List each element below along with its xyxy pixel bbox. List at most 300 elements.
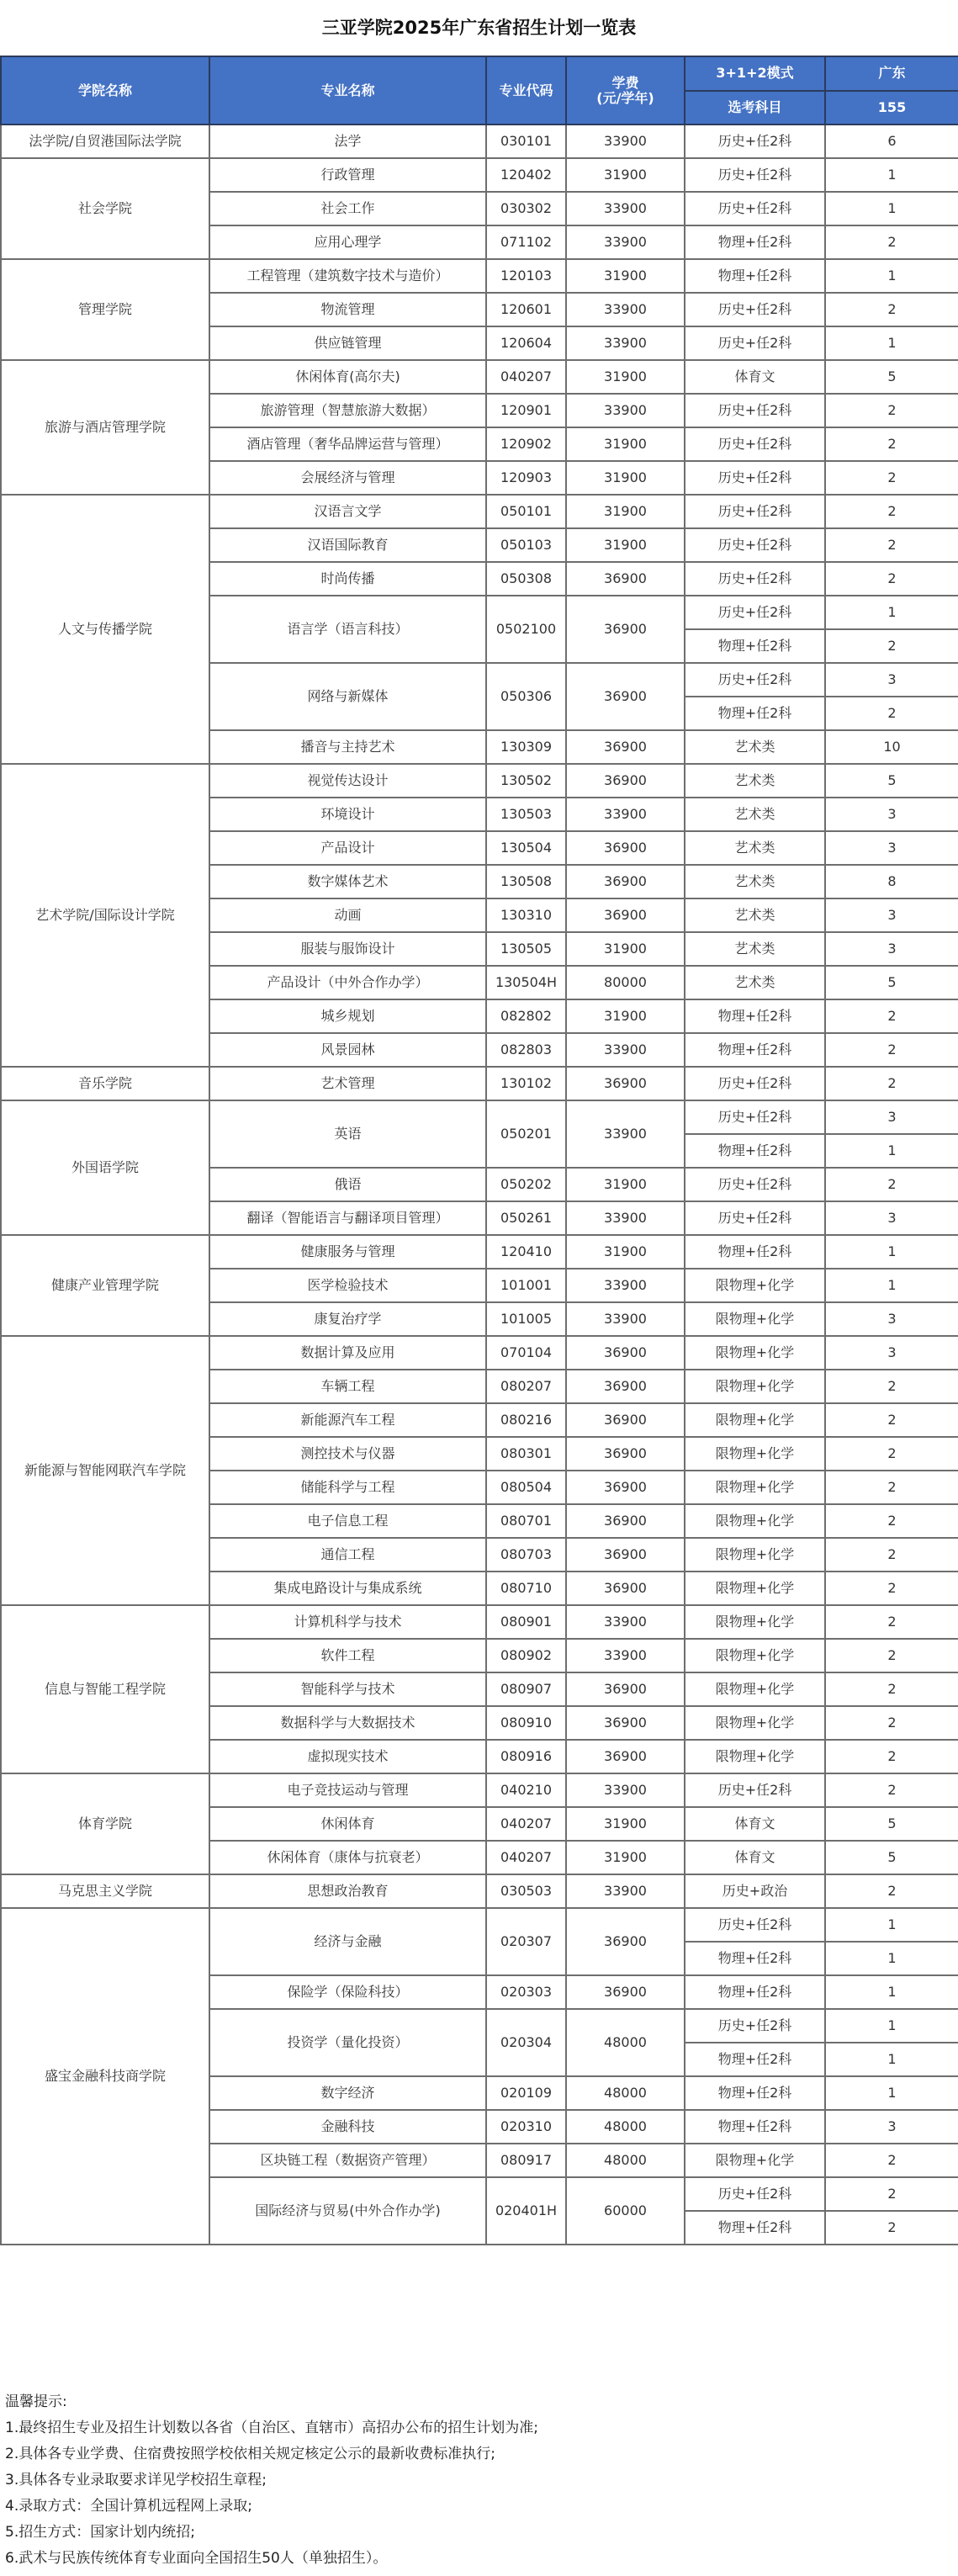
major-name-cell: 数字媒体艺术: [209, 865, 486, 898]
subject-requirement-cell: 历史+任2科: [685, 1201, 825, 1235]
tuition-fee-cell: 33900: [566, 1302, 685, 1336]
subject-requirement-cell: 艺术类: [685, 932, 825, 966]
college-name-cell: 信息与智能工程学院: [1, 1605, 209, 1773]
major-name-cell: 物流管理: [209, 293, 486, 326]
subject-requirement-cell: 历史+任2科: [685, 427, 825, 461]
major-name-cell: 数据科学与大数据技术: [209, 1706, 486, 1740]
notes-section: [5, 2389, 538, 2572]
plan-count-cell: 2: [825, 1033, 958, 1067]
major-code-cell: 0502100: [486, 596, 566, 663]
major-name-cell: 服装与服饰设计: [209, 932, 486, 966]
notes-heading: 温馨提示:: [5, 2393, 67, 2410]
tuition-fee-cell: 33900: [566, 1201, 685, 1235]
college-name-cell: 法学院/自贸港国际法学院: [1, 125, 209, 158]
plan-count-cell: 2: [825, 1437, 958, 1471]
major-code-cell: 050261: [486, 1201, 566, 1235]
plan-count-cell: 2: [825, 1067, 958, 1100]
subject-requirement-cell: 艺术类: [685, 798, 825, 831]
plan-count-cell: 5: [825, 360, 958, 394]
subject-requirement-cell: 物理+任2科: [685, 259, 825, 293]
tuition-fee-cell: 36900: [566, 1471, 685, 1504]
college-name-cell: 管理学院: [1, 259, 209, 360]
subject-requirement-cell: 艺术类: [685, 831, 825, 865]
major-code-cell: 050202: [486, 1168, 566, 1201]
plan-count-cell: 2: [825, 461, 958, 495]
note-item: 6.武术与民族传统体育专业面向全国招生50人（单独招生）。: [5, 2550, 388, 2567]
plan-count-cell: 10: [825, 730, 958, 764]
major-code-cell: 080710: [486, 1572, 566, 1605]
major-name-cell: 休闲体育(高尔夫): [209, 360, 486, 394]
subject-requirement-cell: 限物理+化学: [685, 1302, 825, 1336]
major-code-cell: 080504: [486, 1471, 566, 1504]
major-code-cell: 080901: [486, 1605, 566, 1639]
subject-requirement-cell: 历史+任2科: [685, 2177, 825, 2211]
tuition-fee-cell: 33900: [566, 1100, 685, 1168]
page-title: 三亚学院2025年广东省招生计划一览表: [321, 18, 637, 38]
major-code-cell: 082802: [486, 999, 566, 1033]
major-code-cell: 050308: [486, 562, 566, 596]
major-name-cell: 医学检验技术: [209, 1269, 486, 1302]
tuition-fee-cell: 33900: [566, 1033, 685, 1067]
header-major: 专业名称: [209, 56, 486, 125]
major-code-cell: 120903: [486, 461, 566, 495]
plan-count-cell: 2: [825, 1403, 958, 1437]
table-row: [1, 764, 958, 798]
table-row: [1, 1100, 958, 1134]
note-item: 1.最终招生专业及招生计划数以各省（自治区、直辖市）高招办公布的招生计划为准;: [5, 2420, 538, 2436]
major-name-cell: 动画: [209, 898, 486, 932]
major-code-cell: 080216: [486, 1403, 566, 1437]
plan-count-cell: 1: [825, 596, 958, 629]
plan-count-cell: 3: [825, 798, 958, 831]
major-name-cell: 通信工程: [209, 1538, 486, 1572]
major-code-cell: 130502: [486, 764, 566, 798]
major-name-cell: 英语: [209, 1100, 486, 1168]
plan-count-cell: 1: [825, 1908, 958, 1942]
plan-count-cell: 2: [825, 1740, 958, 1773]
subject-requirement-cell: 限物理+化学: [685, 1538, 825, 1572]
tuition-fee-cell: 36900: [566, 1908, 685, 1975]
major-name-cell: 应用心理学: [209, 225, 486, 259]
major-code-cell: 030101: [486, 125, 566, 158]
tuition-fee-cell: 48000: [566, 2110, 685, 2144]
tuition-fee-cell: 36900: [566, 1504, 685, 1538]
plan-count-cell: 2: [825, 225, 958, 259]
subject-requirement-cell: 艺术类: [685, 898, 825, 932]
subject-requirement-cell: 物理+任2科: [685, 2076, 825, 2110]
major-code-cell: 080301: [486, 1437, 566, 1471]
major-name-cell: 法学: [209, 125, 486, 158]
major-name-cell: 数据计算及应用: [209, 1336, 486, 1370]
major-code-cell: 040207: [486, 1841, 566, 1874]
tuition-fee-cell: 36900: [566, 562, 685, 596]
major-name-cell: 翻译（智能语言与翻译项目管理）: [209, 1201, 486, 1235]
tuition-fee-cell: 36900: [566, 1572, 685, 1605]
plan-count-cell: 1: [825, 2076, 958, 2110]
tuition-fee-cell: 33900: [566, 1605, 685, 1639]
subject-requirement-cell: 艺术类: [685, 865, 825, 898]
plan-count-cell: 3: [825, 1336, 958, 1370]
plan-count-cell: 2: [825, 1370, 958, 1403]
tuition-fee-cell: 31900: [566, 1807, 685, 1841]
major-code-cell: 130505: [486, 932, 566, 966]
major-code-cell: 130309: [486, 730, 566, 764]
tuition-fee-cell: 33900: [566, 125, 685, 158]
header-fee-line2: (元/学年): [596, 89, 654, 106]
header-province: 广东: [825, 56, 958, 91]
subject-requirement-cell: 历史+任2科: [685, 158, 825, 192]
tuition-fee-cell: 31900: [566, 1841, 685, 1874]
plan-count-cell: 3: [825, 932, 958, 966]
note-item: 5.招生方式：国家计划内统招;: [5, 2524, 195, 2541]
table-row: [1, 259, 958, 293]
plan-count-cell: 1: [825, 1134, 958, 1168]
tuition-fee-cell: 33900: [566, 326, 685, 360]
plan-count-cell: 3: [825, 1201, 958, 1235]
tuition-fee-cell: 48000: [566, 2009, 685, 2076]
major-name-cell: 行政管理: [209, 158, 486, 192]
note-item: 4.录取方式：全国计算机远程网上录取;: [5, 2498, 252, 2515]
major-name-cell: 视觉传达设计: [209, 764, 486, 798]
tuition-fee-cell: 36900: [566, 1975, 685, 2009]
tuition-fee-cell: 31900: [566, 528, 685, 562]
plan-count-cell: 5: [825, 1807, 958, 1841]
plan-count-cell: 6: [825, 125, 958, 158]
major-code-cell: 130503: [486, 798, 566, 831]
plan-count-cell: 2: [825, 1168, 958, 1201]
college-name-cell: 盛宝金融科技商学院: [1, 1908, 209, 2245]
plan-count-cell: 2: [825, 2177, 958, 2211]
major-name-cell: 国际经济与贸易(中外合作办学): [209, 2177, 486, 2245]
major-code-cell: 020307: [486, 1908, 566, 1975]
tuition-fee-cell: 33900: [566, 1639, 685, 1672]
plan-count-cell: 2: [825, 293, 958, 326]
major-name-cell: 风景园林: [209, 1033, 486, 1067]
major-name-cell: 区块链工程（数据资产管理）: [209, 2144, 486, 2177]
plan-count-cell: 2: [825, 2211, 958, 2245]
table-row: [1, 1874, 958, 1908]
major-name-cell: 工程管理（建筑数字技术与造价）: [209, 259, 486, 293]
plan-count-cell: 2: [825, 528, 958, 562]
college-name-cell: 艺术学院/国际设计学院: [1, 764, 209, 1067]
subject-requirement-cell: 体育文: [685, 360, 825, 394]
major-code-cell: 130508: [486, 865, 566, 898]
major-code-cell: 030302: [486, 192, 566, 225]
header-province-total: 155: [825, 91, 958, 125]
major-code-cell: 120902: [486, 427, 566, 461]
major-name-cell: 电子信息工程: [209, 1504, 486, 1538]
subject-requirement-cell: 历史+任2科: [685, 663, 825, 697]
tuition-fee-cell: 36900: [566, 1538, 685, 1572]
major-code-cell: 080701: [486, 1504, 566, 1538]
major-name-cell: 播音与主持艺术: [209, 730, 486, 764]
plan-count-cell: 1: [825, 1269, 958, 1302]
plan-count-cell: 2: [825, 1639, 958, 1672]
subject-requirement-cell: 限物理+化学: [685, 1672, 825, 1706]
table-row: [1, 125, 958, 158]
plan-count-cell: 2: [825, 2144, 958, 2177]
tuition-fee-cell: 31900: [566, 360, 685, 394]
subject-requirement-cell: 物理+任2科: [685, 2211, 825, 2245]
subject-requirement-cell: 历史+任2科: [685, 394, 825, 427]
major-code-cell: 130310: [486, 898, 566, 932]
tuition-fee-cell: 36900: [566, 1370, 685, 1403]
major-name-cell: 康复治疗学: [209, 1302, 486, 1336]
plan-count-cell: 1: [825, 1975, 958, 2009]
major-code-cell: 050201: [486, 1100, 566, 1168]
major-name-cell: 软件工程: [209, 1639, 486, 1672]
plan-count-cell: 5: [825, 1841, 958, 1874]
subject-requirement-cell: 历史+政治: [685, 1874, 825, 1908]
plan-count-cell: 2: [825, 1874, 958, 1908]
major-name-cell: 会展经济与管理: [209, 461, 486, 495]
plan-count-cell: 1: [825, 158, 958, 192]
subject-requirement-cell: 历史+任2科: [685, 326, 825, 360]
major-code-cell: 071102: [486, 225, 566, 259]
subject-requirement-cell: 限物理+化学: [685, 1605, 825, 1639]
subject-requirement-cell: 历史+任2科: [685, 1100, 825, 1134]
header-subjects: 选考科目: [685, 91, 825, 125]
major-code-cell: 120601: [486, 293, 566, 326]
major-name-cell: 测控技术与仪器: [209, 1437, 486, 1471]
tuition-fee-cell: 31900: [566, 461, 685, 495]
plan-count-cell: 3: [825, 831, 958, 865]
major-name-cell: 计算机科学与技术: [209, 1605, 486, 1639]
major-name-cell: 健康服务与管理: [209, 1235, 486, 1269]
tuition-fee-cell: 31900: [566, 1168, 685, 1201]
plan-count-cell: 2: [825, 1773, 958, 1807]
major-code-cell: 120103: [486, 259, 566, 293]
tuition-fee-cell: 36900: [566, 730, 685, 764]
subject-requirement-cell: 历史+任2科: [685, 495, 825, 528]
subject-requirement-cell: 物理+任2科: [685, 629, 825, 663]
plan-count-cell: 1: [825, 326, 958, 360]
plan-count-cell: 1: [825, 192, 958, 225]
major-code-cell: 120604: [486, 326, 566, 360]
plan-count-cell: 5: [825, 966, 958, 999]
subject-requirement-cell: 限物理+化学: [685, 1370, 825, 1403]
major-code-cell: 020303: [486, 1975, 566, 2009]
major-name-cell: 供应链管理: [209, 326, 486, 360]
major-name-cell: 汉语国际教育: [209, 528, 486, 562]
major-name-cell: 储能科学与工程: [209, 1471, 486, 1504]
major-name-cell: 俄语: [209, 1168, 486, 1201]
major-code-cell: 082803: [486, 1033, 566, 1067]
plan-count-cell: 2: [825, 394, 958, 427]
subject-requirement-cell: 物理+任2科: [685, 225, 825, 259]
plan-count-cell: 1: [825, 1235, 958, 1269]
major-code-cell: 040210: [486, 1773, 566, 1807]
major-name-cell: 新能源汽车工程: [209, 1403, 486, 1437]
table-row: [1, 360, 958, 394]
tuition-fee-cell: 36900: [566, 1067, 685, 1100]
college-name-cell: 社会学院: [1, 158, 209, 259]
college-name-cell: 旅游与酒店管理学院: [1, 360, 209, 495]
major-code-cell: 130504H: [486, 966, 566, 999]
major-name-cell: 智能科学与技术: [209, 1672, 486, 1706]
college-name-cell: 人文与传播学院: [1, 495, 209, 764]
tuition-fee-cell: 36900: [566, 663, 685, 730]
tuition-fee-cell: 36900: [566, 1706, 685, 1740]
major-name-cell: 产品设计: [209, 831, 486, 865]
major-name-cell: 休闲体育（康体与抗衰老）: [209, 1841, 486, 1874]
tuition-fee-cell: 33900: [566, 1773, 685, 1807]
header-code: 专业代码: [486, 56, 566, 125]
subject-requirement-cell: 物理+任2科: [685, 999, 825, 1033]
major-code-cell: 040207: [486, 360, 566, 394]
tuition-fee-cell: 36900: [566, 865, 685, 898]
header-mode: 3+1+2模式: [685, 56, 825, 91]
plan-count-cell: 2: [825, 697, 958, 730]
header-fee: [566, 56, 685, 125]
major-name-cell: 城乡规划: [209, 999, 486, 1033]
subject-requirement-cell: 历史+任2科: [685, 1168, 825, 1201]
header-fee-line1: 学费: [611, 74, 639, 91]
major-code-cell: 080910: [486, 1706, 566, 1740]
tuition-fee-cell: 36900: [566, 1672, 685, 1706]
subject-requirement-cell: 艺术类: [685, 764, 825, 798]
tuition-fee-cell: 33900: [566, 1874, 685, 1908]
header-college: 学院名称: [1, 56, 209, 125]
tuition-fee-cell: 36900: [566, 898, 685, 932]
major-name-cell: 语言学（语言科技）: [209, 596, 486, 663]
tuition-fee-cell: 33900: [566, 1269, 685, 1302]
tuition-fee-cell: 31900: [566, 495, 685, 528]
subject-requirement-cell: 历史+任2科: [685, 562, 825, 596]
table-row: [1, 1773, 958, 1807]
tuition-fee-cell: 36900: [566, 1336, 685, 1370]
plan-count-cell: 5: [825, 764, 958, 798]
college-name-cell: 外国语学院: [1, 1100, 209, 1235]
major-name-cell: 时尚传播: [209, 562, 486, 596]
subject-requirement-cell: 历史+任2科: [685, 596, 825, 629]
table-row: [1, 158, 958, 192]
subject-requirement-cell: 限物理+化学: [685, 1336, 825, 1370]
major-name-cell: 金融科技: [209, 2110, 486, 2144]
table-row: [1, 495, 958, 528]
subject-requirement-cell: 体育文: [685, 1841, 825, 1874]
major-code-cell: 050101: [486, 495, 566, 528]
major-code-cell: 030503: [486, 1874, 566, 1908]
table-row: [1, 1605, 958, 1639]
table-header-row: [1, 56, 958, 91]
college-name-cell: 马克思主义学院: [1, 1874, 209, 1908]
plan-count-cell: 2: [825, 562, 958, 596]
major-name-cell: 保险学（保险科技）: [209, 1975, 486, 2009]
tuition-fee-cell: 33900: [566, 225, 685, 259]
major-code-cell: 101001: [486, 1269, 566, 1302]
major-name-cell: 思想政治教育: [209, 1874, 486, 1908]
major-name-cell: 酒店管理（奢华品牌运营与管理）: [209, 427, 486, 461]
tuition-fee-cell: 33900: [566, 394, 685, 427]
subject-requirement-cell: 物理+任2科: [685, 1235, 825, 1269]
major-code-cell: 080907: [486, 1672, 566, 1706]
subject-requirement-cell: 历史+任2科: [685, 293, 825, 326]
plan-count-cell: 2: [825, 999, 958, 1033]
tuition-fee-cell: 60000: [566, 2177, 685, 2245]
plan-count-cell: 2: [825, 495, 958, 528]
college-name-cell: 音乐学院: [1, 1067, 209, 1100]
subject-requirement-cell: 历史+任2科: [685, 125, 825, 158]
tuition-fee-cell: 48000: [566, 2144, 685, 2177]
major-code-cell: 020109: [486, 2076, 566, 2110]
major-code-cell: 120901: [486, 394, 566, 427]
subject-requirement-cell: 艺术类: [685, 730, 825, 764]
major-code-cell: 101005: [486, 1302, 566, 1336]
major-name-cell: 集成电路设计与集成系统: [209, 1572, 486, 1605]
subject-requirement-cell: 艺术类: [685, 966, 825, 999]
plan-count-cell: 1: [825, 259, 958, 293]
major-name-cell: 经济与金融: [209, 1908, 486, 1975]
tuition-fee-cell: 33900: [566, 192, 685, 225]
tuition-fee-cell: 33900: [566, 293, 685, 326]
subject-requirement-cell: 物理+任2科: [685, 1975, 825, 2009]
subject-requirement-cell: 限物理+化学: [685, 1504, 825, 1538]
major-name-cell: 环境设计: [209, 798, 486, 831]
plan-count-cell: 3: [825, 1302, 958, 1336]
table-row: [1, 1908, 958, 1942]
major-name-cell: 艺术管理: [209, 1067, 486, 1100]
subject-requirement-cell: 物理+任2科: [685, 1033, 825, 1067]
major-code-cell: 130102: [486, 1067, 566, 1100]
major-name-cell: 休闲体育: [209, 1807, 486, 1841]
major-code-cell: 040207: [486, 1807, 566, 1841]
major-code-cell: 080917: [486, 2144, 566, 2177]
subject-requirement-cell: 限物理+化学: [685, 2144, 825, 2177]
major-code-cell: 070104: [486, 1336, 566, 1370]
subject-requirement-cell: 限物理+化学: [685, 1471, 825, 1504]
plan-count-cell: 2: [825, 1605, 958, 1639]
major-name-cell: 旅游管理（智慧旅游大数据）: [209, 394, 486, 427]
subject-requirement-cell: 限物理+化学: [685, 1740, 825, 1773]
tuition-fee-cell: 31900: [566, 259, 685, 293]
tuition-fee-cell: 36900: [566, 1403, 685, 1437]
tuition-fee-cell: 36900: [566, 764, 685, 798]
subject-requirement-cell: 历史+任2科: [685, 1908, 825, 1942]
plan-count-cell: 3: [825, 663, 958, 697]
table-body: [1, 125, 958, 2245]
subject-requirement-cell: 限物理+化学: [685, 1437, 825, 1471]
college-name-cell: 体育学院: [1, 1773, 209, 1874]
subject-requirement-cell: 限物理+化学: [685, 1706, 825, 1740]
plan-count-cell: 1: [825, 2009, 958, 2043]
plan-count-cell: 2: [825, 1572, 958, 1605]
table-row: [1, 1067, 958, 1100]
plan-count-cell: 2: [825, 1706, 958, 1740]
note-item: 3.具体各专业录取要求详见学校招生章程;: [5, 2472, 267, 2489]
major-code-cell: 020401H: [486, 2177, 566, 2245]
subject-requirement-cell: 物理+任2科: [685, 697, 825, 730]
major-code-cell: 050103: [486, 528, 566, 562]
subject-requirement-cell: 限物理+化学: [685, 1269, 825, 1302]
plan-count-cell: 2: [825, 1471, 958, 1504]
major-name-cell: 数字经济: [209, 2076, 486, 2110]
subject-requirement-cell: 物理+任2科: [685, 2110, 825, 2144]
subject-requirement-cell: 历史+任2科: [685, 528, 825, 562]
major-code-cell: 130504: [486, 831, 566, 865]
major-code-cell: 120410: [486, 1235, 566, 1269]
subject-requirement-cell: 限物理+化学: [685, 1639, 825, 1672]
plan-count-cell: 3: [825, 2110, 958, 2144]
tuition-fee-cell: 36900: [566, 596, 685, 663]
table-row: [1, 1235, 958, 1269]
major-code-cell: 020310: [486, 2110, 566, 2144]
major-name-cell: 电子竞技运动与管理: [209, 1773, 486, 1807]
major-code-cell: 080207: [486, 1370, 566, 1403]
major-code-cell: 020304: [486, 2009, 566, 2076]
subject-requirement-cell: 限物理+化学: [685, 1403, 825, 1437]
subject-requirement-cell: 物理+任2科: [685, 1134, 825, 1168]
